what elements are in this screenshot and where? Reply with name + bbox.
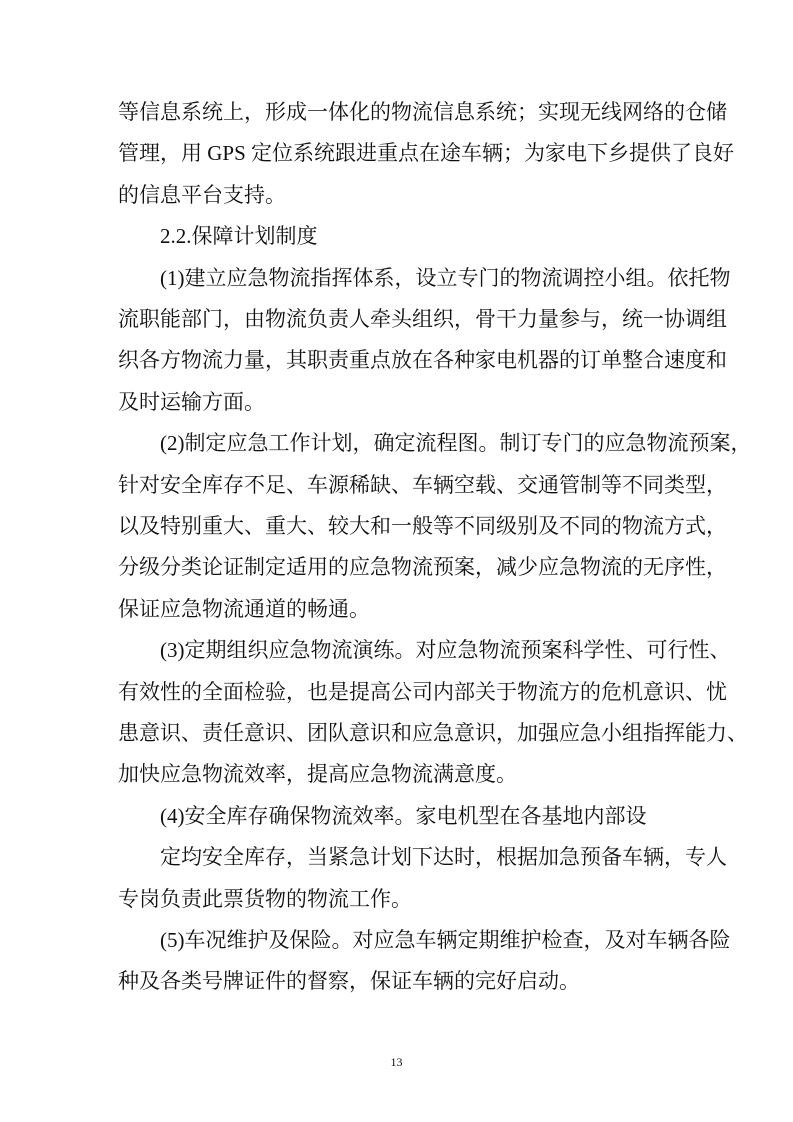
paragraph-line: 及时运输方面。 bbox=[118, 389, 265, 414]
paragraph-first-line: (5)车况维护及保险。对应急车辆定期维护检查，及对车辆各险 bbox=[160, 928, 731, 952]
paragraph-line: 以及特别重大、重大、较大和一般等不同级别及不同的物流方式， bbox=[118, 514, 727, 538]
paragraph-line: 保证应急物流通道的畅通。 bbox=[118, 596, 370, 621]
page-number: 13 bbox=[390, 1055, 403, 1069]
paragraph-line: 加快应急物流效率，提高应急物流满意度。 bbox=[118, 762, 517, 787]
paragraph-first-line: 定均安全库存，当紧急计划下达时，根据加急预备车辆，专人 bbox=[160, 845, 727, 870]
paragraph-line: 的信息平台支持。 bbox=[118, 182, 286, 207]
paragraph-first-line: (1)建立应急物流指挥体系，设立专门的物流调控小组。依托物 bbox=[160, 265, 731, 290]
paragraph-first-line: (3)定期组织应急物流演练。对应急物流预案科学性、可行性、 bbox=[160, 638, 731, 663]
paragraph-first-line: 2.2.保障计划制度 bbox=[160, 224, 318, 249]
paragraph-line: 有效性的全面检验，也是提高公司内部关于物流方的危机意识、忧 bbox=[118, 679, 727, 704]
paragraph-line: 种及各类号牌证件的督察，保证车辆的完好启动。 bbox=[118, 969, 580, 994]
paragraph-first-line: (2)制定应急工作计划，确定流程图。制订专门的应急物流预案， bbox=[160, 431, 752, 456]
paragraph-line: 患意识、责任意识、团队意识和应急意识，加强应急小组指挥能力、 bbox=[118, 721, 748, 745]
paragraph-line: 流职能部门，由物流负责人牵头组织，骨干力量参与，统一协调组 bbox=[118, 307, 727, 331]
paragraph-line: 针对安全库存不足、车源稀缺、车辆空载、交通管制等不同类型， bbox=[118, 472, 727, 497]
paragraph-first-line: (4)安全库存确保物流效率。家电机型在各基地内部设 bbox=[160, 803, 647, 828]
paragraph-line: 等信息系统上，形成一体化的物流信息系统；实现无线网络的仓储 bbox=[118, 100, 727, 124]
paragraph-line: 专岗负责此票货物的物流工作。 bbox=[118, 886, 412, 911]
paragraph-line: 管理，用 GPS 定位系统跟进重点在途车辆；为家电下乡提供了良好 bbox=[118, 141, 735, 166]
paragraph-line: 分级分类论证制定适用的应急物流预案，减少应急物流的无序性， bbox=[118, 555, 727, 580]
paragraph-line: 织各方物流力量，其职责重点放在各种家电机器的订单整合速度和 bbox=[118, 348, 727, 373]
